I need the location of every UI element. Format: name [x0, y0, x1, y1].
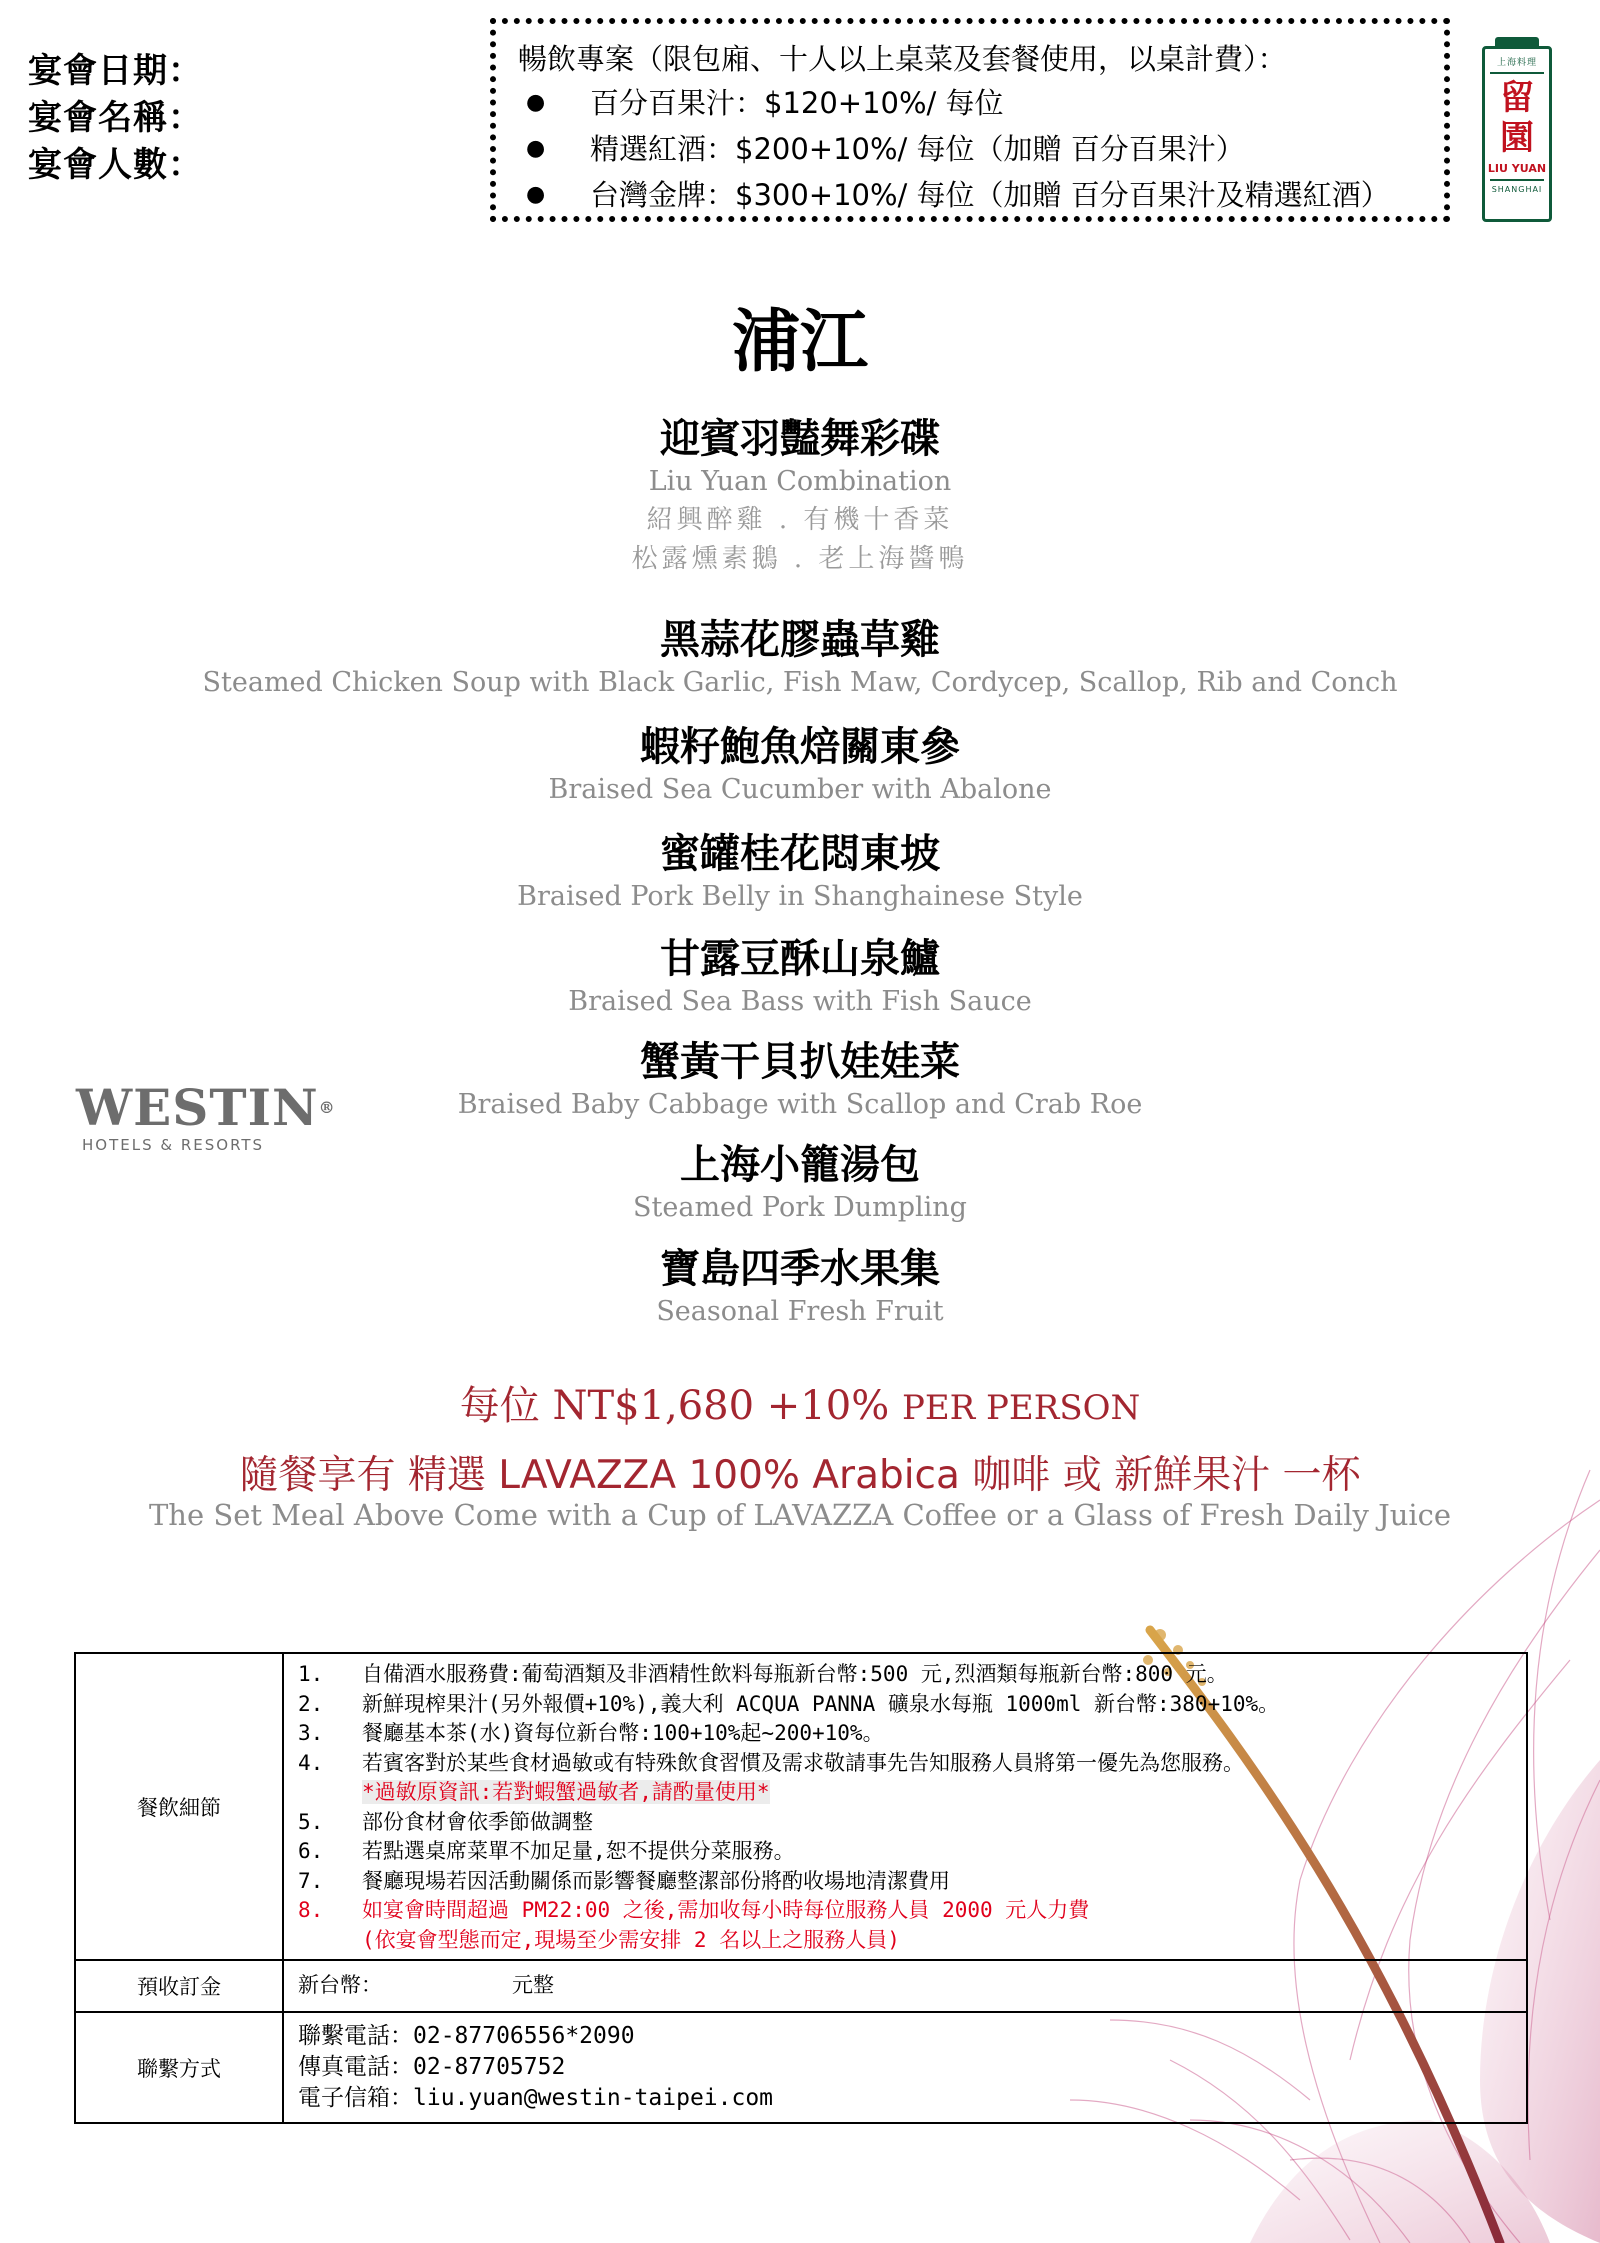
- beverage-package-title: 暢飲專案（限包廂、十人以上桌菜及套餐使用，以桌計費）：: [518, 42, 1287, 76]
- dish-name-en: Braised Sea Bass with Fish Sauce: [568, 986, 1032, 1017]
- price-label-en: PER PERSON: [901, 1388, 1141, 1428]
- beverage-package-box: [490, 18, 1450, 222]
- dish-name-en: Braised Pork Belly in Shanghainese Style: [517, 881, 1083, 912]
- dish: [0, 614, 1600, 700]
- price-amount: NT$1,680 +10%: [552, 1383, 890, 1429]
- menu-title: 浦江: [731, 302, 868, 382]
- dish: [0, 721, 1600, 807]
- bullet-icon: ●: [526, 136, 546, 161]
- coffee-offer-en: The Set Meal Above Come with a Cup of LAVAZZA Coffee or a Glass of Fresh Daily Juice: [148, 1498, 1452, 1532]
- westin-logo: [76, 1078, 336, 1154]
- dish-name-en: Steamed Pork Dumpling: [633, 1192, 967, 1223]
- rule-note: (依宴會型態而定,現場至少需安排 2 名以上之服務人員): [362, 1927, 900, 1952]
- allergy-note: *過敏原資訊:若對蝦蟹過敏者,請酌量使用*: [362, 1780, 770, 1804]
- beverage-package-item: [518, 80, 1422, 126]
- deposit-row: [75, 1960, 1527, 2012]
- detail-content: [283, 1653, 1527, 1960]
- westin-tagline: HOTELS & RESORTS: [82, 1136, 265, 1154]
- info-table: [74, 1652, 1528, 2124]
- logo-cap: [1495, 37, 1539, 47]
- dish-name-en: Seasonal Fresh Fruit: [656, 1296, 944, 1327]
- dish-name-en: Steamed Chicken Soup with Black Garlic, Fish Maw, Cordycep, Scallop, Rib and Conch: [202, 667, 1398, 698]
- dish: [0, 933, 1600, 1019]
- dish-name-zh: 上海小籠湯包: [680, 1142, 920, 1188]
- deposit-label: 預收訂金: [75, 1960, 283, 2012]
- rule-item: 6. 若點選桌席菜單不加足量,恕不提供分菜服務。: [298, 1839, 795, 1863]
- dish-name-en: Braised Baby Cabbage with Scallop and Crab Roe: [457, 1089, 1143, 1120]
- contact-label: 聯繫方式: [75, 2012, 283, 2123]
- westin-name: [76, 1078, 336, 1137]
- logo-top-text: 上海料理: [1496, 58, 1537, 68]
- dish: [0, 1243, 1600, 1329]
- logo-en2: SHANGHAI: [1491, 185, 1543, 194]
- dish: [0, 413, 1600, 577]
- beverage-package-item-text: 精選紅酒：$200+10%/ 每位（加贈 百分百果汁）: [590, 132, 1245, 166]
- rule-item: 3. 餐廳基本茶(水)資每位新台幣:100+10%起~200+10%。: [298, 1721, 884, 1745]
- dish-name-zh: 甘露豆酥山泉鱸: [660, 936, 940, 982]
- deposit-prefix: 新台幣：: [298, 1973, 382, 1998]
- registered-mark: ®: [318, 1098, 336, 1117]
- beverage-package-item-text: 台灣金牌：$300+10%/ 每位（加贈 百分百果汁及精選紅酒）: [590, 178, 1390, 212]
- bullet-icon: ●: [526, 182, 546, 207]
- rule-item: 4. 若賓客對於某些食材過敏或有特殊飲食習慣及需求敬請事先告知服務人員將第一優先為您服務。: [298, 1750, 1244, 1775]
- detail-label: 餐飲細節: [75, 1653, 283, 1960]
- liu-yuan-logo: [1482, 46, 1552, 222]
- contact-email[interactable]: 電子信箱：liu.yuan@westin-taipei.com: [298, 2085, 774, 2111]
- logo-char: 留: [1500, 78, 1534, 118]
- logo-rule: [1490, 179, 1544, 181]
- dish-name-zh: 蜜罐桂花悶東坡: [660, 831, 940, 877]
- dish: [0, 828, 1600, 914]
- rule-item: 1. 自備酒水服務費:葡萄酒類及非酒精性飲料每瓶新台幣:500 元,烈酒類每瓶新台幣:800 元。: [298, 1662, 1228, 1686]
- event-name-label: 宴會名稱：: [28, 98, 203, 138]
- dish-name-zh: 寶島四季水果集: [660, 1246, 940, 1292]
- bullet-icon: ●: [526, 90, 546, 115]
- dish-name-zh: 蝦籽鮑魚焙關東參: [640, 724, 960, 770]
- contact-fax: 傳真電話：02-87705752: [298, 2054, 566, 2080]
- dish-subitems: 紹興醉雞 . 有機十香菜: [646, 505, 954, 535]
- westin-wordmark: WESTIN: [76, 1078, 319, 1137]
- contact-content: [283, 2012, 1527, 2123]
- dish-name-en: Braised Sea Cucumber with Abalone: [548, 774, 1052, 805]
- dish-subitems: 松露燻素鵝 . 老上海醬鴨: [631, 544, 969, 574]
- contact-row: [75, 2012, 1527, 2123]
- dish-name-en: Liu Yuan Combination: [648, 466, 952, 497]
- rule-item: 7. 餐廳現場若因活動關係而影響餐廳整潔部份將酌收場地清潔費用: [298, 1868, 950, 1893]
- event-date-label: 宴會日期：: [28, 51, 203, 91]
- detail-row: [75, 1653, 1527, 1960]
- rule-item: 8. 如宴會時間超過 PM22:00 之後,需加收每小時每位服務人員 2000 元人力費: [298, 1898, 1090, 1922]
- logo-en: LIU YUAN: [1487, 162, 1547, 175]
- event-fields: [28, 48, 328, 189]
- logo-char: 園: [1500, 118, 1534, 158]
- event-guests-label: 宴會人數：: [28, 145, 203, 185]
- beverage-package-item: [518, 172, 1422, 218]
- beverage-package-item-text: 百分百果汁：$120+10%/ 每位: [590, 86, 1004, 120]
- rule-item: 5. 部份食材會依季節做調整: [298, 1809, 593, 1834]
- rule-item: 2. 新鮮現榨果汁(另外報價+10%),義大利 ACQUA PANNA 礦泉水每瓶 1000ml 新台幣:380+10%。: [298, 1691, 1280, 1716]
- beverage-package-item: [518, 126, 1422, 172]
- dish-name-zh: 迎賓羽豔舞彩碟: [660, 416, 940, 462]
- price-label-zh: 每位: [459, 1383, 540, 1429]
- deposit-content: [283, 1960, 1527, 2012]
- dish-name-zh: 蟹黃干貝扒娃娃菜: [640, 1039, 960, 1085]
- deposit-suffix: 元整: [512, 1973, 554, 1998]
- dish-name-zh: 黑蒜花膠蟲草雞: [660, 617, 940, 663]
- contact-phone: 聯繫電話：02-87706556*2090: [298, 2023, 635, 2049]
- logo-rule: [1490, 72, 1544, 74]
- coffee-offer-zh: 隨餐享有 精選 LAVAZZA 100% Arabica 咖啡 或 新鮮果汁 一杯: [239, 1453, 1361, 1498]
- price-line: [0, 1374, 1600, 1431]
